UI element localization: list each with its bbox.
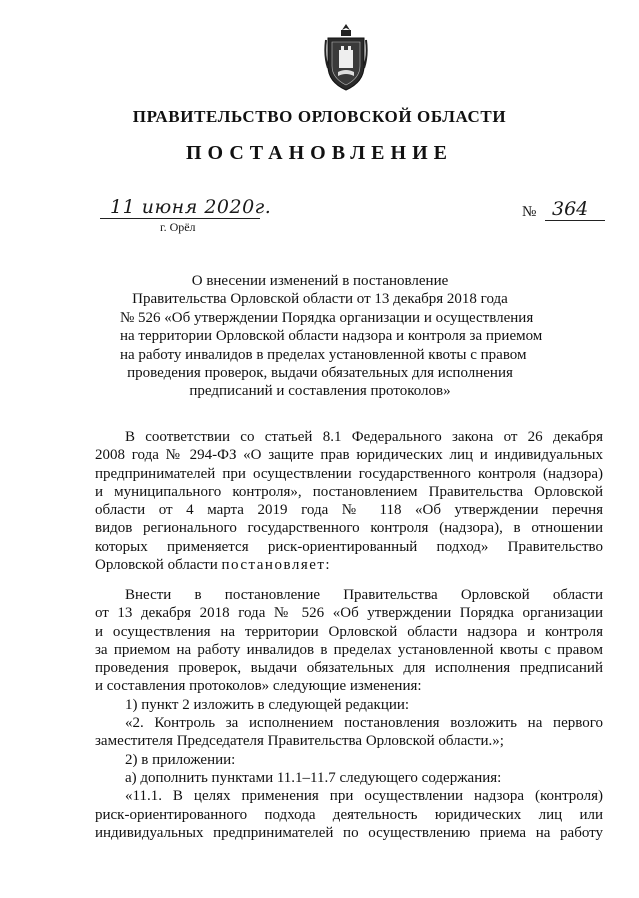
preamble-line: и муниципального контроля», постановлением Правительства Орловской [95,483,603,500]
preamble-last-text: Орловской области [95,557,222,574]
preamble-line: 2008 года № 294-ФЗ «О защите прав юридических лиц и индивидуальных [95,447,603,464]
document-type: ПОСТАНОВЛЕНИЕ [186,142,453,164]
preamble-line: области от 4 марта 2019 года № 118 «Об утверждении перечня [95,502,603,519]
preamble-line: предпринимателей при осуществлении государственного контроля (надзора) [95,465,603,482]
decree-line: и составления протоколов» следующие изменения: [95,678,422,695]
decree-item: 2) в приложении: [125,751,236,768]
title-line: Правительства Орловской области от 13 декабря 2018 года [132,291,508,308]
date-underline [100,218,260,219]
title-line: проведения проверок, выдачи обязательных для исполнения [127,365,513,382]
decree-line: Внести в постановление Правительства Орловской области [125,587,603,603]
title-line: на работу инвалидов в пределах установленной квоты с правом [120,346,527,363]
preamble-last-line [95,556,603,574]
decree-item: 1) пункт 2 изложить в следующей редакции: [125,696,410,713]
preamble-paragraph [95,428,603,574]
handwritten-number: 364 [552,198,589,220]
decree-item: заместителя Председателя Правительства Орловской области.»; [95,733,504,750]
coat-of-arms-emblem [324,22,368,92]
decree-line: и осуществления на территории Орловской области надзора и контроля [95,623,603,640]
decree-line: проведения проверок, выдачи обязательных для исполнения предписаний [95,660,603,677]
decree-item: «11.1. В целях применения при осуществлении надзора (контроля) [125,788,603,805]
decree-paragraph [95,586,603,842]
title-line: на территории Орловской области надзора и контроля за приемом [120,328,543,345]
number-sign: № [522,204,537,220]
decree-line: за приемом на работу инвалидов в пределах установленной квоты с правом [95,641,603,658]
title-line: О внесении изменений в постановление [191,273,449,289]
decree-line: от 13 декабря 2018 года № 526 «Об утверждении Порядка организации [95,605,603,622]
title-line: предписаний и составления протоколов» [189,383,451,400]
decree-item: индивидуальных предпринимателей по осуществлению приема на работу [95,824,603,841]
document-title [120,272,543,401]
city-label: г. Орёл [160,220,196,234]
decree-item: а) дополнить пунктами 11.1–11.7 следующего содержания: [125,769,502,786]
decree-item: риск-ориентированного подхода деятельность юридических лиц или [95,806,603,823]
decree-item: «2. Контроль за исполнением постановления возложить на первого [125,715,603,732]
preamble-line: видов регионального государственного контроля (надзора), в отношении [95,520,603,537]
organization-name: ПРАВИТЕЛЬСТВО ОРЛОВСКОЙ ОБЛАСТИ [132,107,507,126]
preamble-line: В соответствии со статьей 8.1 Федерального закона от 26 декабря [125,429,603,445]
preamble-line: которых применяется риск-ориентированный подход» Правительство [95,538,603,555]
title-line: № 526 «Об утверждении Порядка организации и осуществления [120,309,534,326]
decree-verb: постановляет: [221,557,332,574]
handwritten-date: 11 июня 2020г. [110,196,272,218]
number-underline [545,220,605,221]
